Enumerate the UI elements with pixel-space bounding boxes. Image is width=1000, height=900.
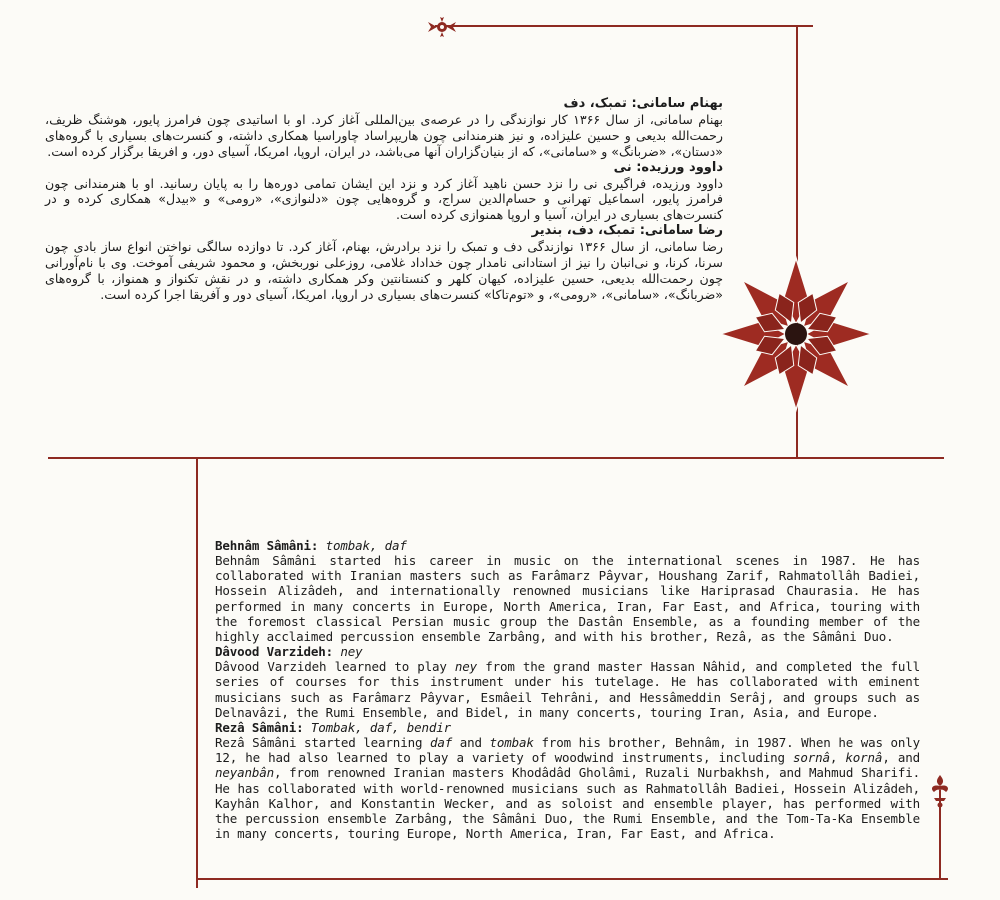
reza-instruments: Tombak, daf, bendir <box>310 719 452 735</box>
top-rule <box>435 25 813 27</box>
davood-bio-fa: داوود ورزیده، فراگیری نی را نزد حسن ناهید آغاز کرد و نزد این ایشان تمامی دوره‌ها را به پایان رسانید. او با هنرمندانی چون فرامرز پایور، اسماعیل تهرانی و حسام‌الدین سراج، و گروه‌هایی چون «دلنوازی»، «رومی» و «بیدل» همکاری کرده و در کنسرت‌های بسیاری در ایران، آسیا و اروپا همنوازی کرده است. <box>45 175 723 223</box>
behnam-bio-en: Behnâm Sâmâni started his career in music on the international scenes in 1987. He has collaborated with Iranian masters such as Farâmarz Pâyvar, Houshang Zarif, Rahmatollâh Badiei, Hossein Alizâdeh, and internationally renowned musicians like Hariprasad Chaurasia. He has performed in many concerts in Europe, North America, Iran, Far East, and Africa, touring with the foremost classical Persian music group the Dastân Ensemble, as a founding member of the highly acclaimed percussion ensemble Zarbâng, and with his brother, Rezâ, as the Sâmâni Duo. <box>215 553 920 644</box>
davood-instruments: ney <box>340 644 363 660</box>
middle-rule <box>48 457 944 459</box>
davood-bio-en: Dâvood Varzideh learned to play ney from the grand master Hassan Nâhid, and completed the full series of courses for this instrument under his tutelage. He has collaborated with eminent musicians such as Farâmarz Pâyvar, Esmâeil Tehrâni, and Hessâmeddin Serâj, and groups such as Delnavâzi, the Rumi Ensemble, and Bidel, in many concerts, touring Iran, Asia, and Europe. <box>215 659 920 720</box>
tulip-ornament-icon <box>926 773 954 809</box>
reza-bio-en: Rezâ Sâmâni started learning daf and tombak from his brother, Behnâm, in 1987. When he was only 12, he had also learned to play a variety of woodwind instruments, including sornâ, kornâ, and neyanbân, from renowned Iranian masters Khodâdâd Gholâmi, Ruzali Nurbakhsh, and Mahmud Sharifi. He has collaborated with world-renowned musicians such as Rahmatollâh Badiei, Hossein Alizâdeh, Kayhân Kalhor, and Konstantin Wecker, and as soloist and ensemble player, has performed with the percussion ensemble Zarbâng, the Sâmâni Duo, the Rumi Ensemble, and the Tom-Ta-Ka Ensemble in many concerts, touring Europe, North America, Iran, Far East, and Africa. <box>215 735 920 841</box>
reza-heading-fa: رضا سامانی: تمبک، دف، بندیر <box>531 223 723 239</box>
bottom-rule <box>196 878 948 880</box>
behnam-heading-fa: بهنام سامانی: تمبک، دف <box>563 96 723 111</box>
davood-heading-en <box>215 644 920 659</box>
behnam-name: Behnâm Sâmâni: <box>215 538 319 553</box>
english-bios <box>215 538 920 841</box>
reza-name: Rezâ Sâmâni: <box>215 719 304 735</box>
persian-bios <box>45 96 723 303</box>
right-lower-vertical-rule <box>939 800 941 880</box>
behnam-heading-en <box>215 538 920 553</box>
davood-name: Dâvood Varzideh: <box>215 644 334 660</box>
left-vertical-rule <box>196 458 198 888</box>
behnam-bio-fa: بهنام سامانی، از سال ۱۳۶۶ کار نوازندگی را در عرصه‌ی بین‌المللی آغاز کرد. او با اساتیدی چون فرامرز پایور، هوشنگ ظریف، رحمت‌الله بدیعی و حسین علیزاده، و نیز هنرمندانی چون هاریپراساد چاوراسیا همکاری داشته، و کنسرت‌های بسیاری با گروه‌های «دستان»، «ضربانگ» و «سامانی»، که از بنیان‌گزاران آنها می‌باشد، در ایران، اروپا، امریکا، آسیای دور، و افریقا برگزار کرده است. <box>45 111 723 159</box>
behnam-instruments: tombak, daf <box>325 538 407 553</box>
reza-heading-en <box>215 720 920 735</box>
reza-bio-fa: رضا سامانی، از سال ۱۳۶۶ نوازندگی دف و تمبک را نزد برادرش، بهنام، آغاز کرد. تا دوازده سالگی نواختن انواع ساز بادی چون سرنا، کرنا، و نی‌انبان را نیز از استادانی نامدار چون خداداد غلامی، روزعلی نوربخش، و محمود شریفی آموخت. وی با نام‌آورانی چون رحمت‌الله بدیعی، حسین علیزاده، کیهان کلهر و کنستانتین وکر همکاری داشته، و در نقش تکنواز و همنواز، با گروه‌های «ضربانگ»، «سامانی»، «رومی»، و «توم‌تاکا» کنسرت‌های بسیاری در اروپا، امریکا، آسیای دور و آفریقا اجرا کرده است. <box>45 239 723 302</box>
davood-heading-fa: داوود ورزیده: نی <box>613 159 723 175</box>
fleur-ornament-icon <box>425 15 459 39</box>
eight-pointed-flower-icon <box>715 253 877 415</box>
